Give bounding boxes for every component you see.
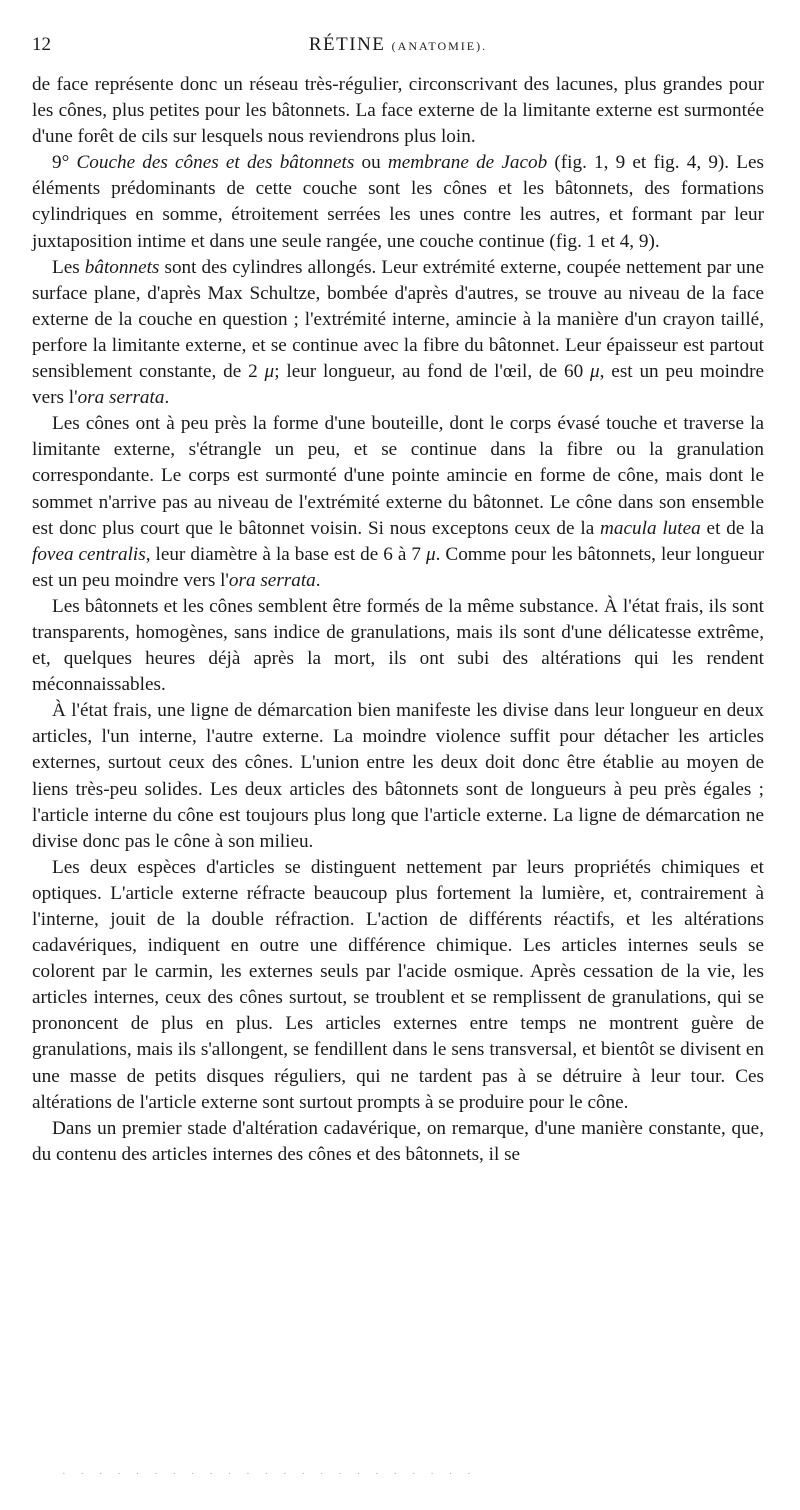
text-run: , leur diamètre à la base est de 6 à 7 — [145, 543, 426, 565]
text-run: Les bâtonnets et les cônes semblent être formés de la même substance. À l'état frais, ils sont transparents, homogènes, sans indice de granulations, mais ils sont d'une délicatesse extrême, et, quelques heures déjà après la mort, ils ont subi des altérations qui les rendent méconnaissables. — [32, 595, 764, 696]
paragraph — [32, 411, 764, 594]
italic-run: membrane de Jacob — [387, 152, 548, 174]
text-run: ou — [354, 152, 388, 174]
running-title-main: RÉTINE — [308, 34, 386, 55]
running-head — [32, 30, 764, 60]
text-run: Les deux espèces d'articles se distinguent nettement par leurs propriétés chimiques et optiques. L'article externe réfracte beaucoup plus fortement la lumière, et, contrairement à l'interne, jouit de la double réfraction. L'action de différents réactifs, et les altérations cadavériques, indiquent en outre une différence chimique. Les articles internes seuls se colorent par le carmin, les externes seuls par l'acide osmique. Après cessation de la vie, les articles internes, ceux des cônes surtout, se troublent et se remplissent de granulations, qui se prononcent de plus en plus. Les articles externes entre temps ne montrent guère de granulations, mais ils s'allongent, se fendillent dans le sens transversal, et bientôt se divisent en une masse de petits disques réguliers, qui ne tardent pas à se détruire à leur tour. Ces altérations de l'article externe sont surtout prompts à se produire pour le cône. — [32, 856, 764, 1113]
text-run: . Comme pour les bâtonnets, leur longueur est un peu moindre vers l' — [32, 543, 764, 591]
text-run: . — [315, 569, 321, 591]
italic-run: bâtonnets — [84, 256, 160, 278]
italic-run: μ — [590, 361, 600, 383]
footer-marks: · · · · · · · · · · · · · · · · · · · · · · · — [62, 1468, 477, 1480]
text-run: sont des cylindres allongés. Leur extrémité externe, coupée nettement par une surface plane, d'après Max Schultze, bombée d'après d'autres, se trouve au niveau de la face externe de la couche en question ; l'extrémité interne, amincie à la manière d'un crayon taillé, perfore la limitante externe, et se continue avec la fibre du bâtonnet. Leur épaisseur est partout sensiblement constante, de 2 — [32, 256, 764, 383]
paragraph — [32, 150, 764, 254]
text-run: Dans un premier stade d'altération cadavérique, on remarque, d'une manière constante, que, du contenu des articles internes des cônes et des bâtonnets, il se — [32, 1117, 764, 1165]
text-run: et de la — [700, 517, 765, 539]
text-run: . — [164, 387, 170, 409]
document-page — [32, 30, 764, 1168]
paragraph — [32, 698, 764, 855]
running-title-sub: (ANATOMIE). — [391, 39, 488, 53]
text-run: À l'état frais, une ligne de démarcation bien manifeste les divise dans leur longueur en deux articles, l'un interne, l'autre externe. La moindre violence suffit pour détacher les articles externes, surtout ceux des cônes. L'union entre les deux doit donc être établie au moyen de liens très-peu solides. Les deux articles des bâtonnets sont de longueurs à peu près égales ; l'article interne du cône est toujours plus long que l'article externe. La ligne de démarcation ne divise donc pas le cône à son milieu. — [32, 700, 764, 852]
text-run: (fig. 1, 9 et fig. 4, 9). Les éléments prédominants de cette couche sont les cônes et les bâtonnets, des formations cylindriques en somme, étroitement serrées les unes contre les autres, et formant par leur juxtaposition intime et dans une seule rangée, une couche continue (fig. 1 et 4, 9). — [32, 152, 764, 252]
italic-run: fovea centralis — [32, 543, 146, 565]
paragraph — [32, 594, 764, 698]
text-run: 9° — [52, 152, 77, 174]
paragraph — [32, 1116, 764, 1168]
running-title — [32, 30, 764, 61]
text-run: , est un peu moindre vers l' — [32, 361, 764, 409]
text-run: ; leur longueur, au fond de l'œil, de 60 — [274, 361, 591, 383]
text-run: de face représente donc un réseau très-régulier, circonscrivant des lacunes, plus grandes pour les cônes, plus petites pour les bâtonnets. La face externe de la limitante externe est surmontée d'une forêt de cils sur lesquels nous reviendrons plus loin. — [32, 74, 764, 148]
text-run: Les cônes ont à peu près la forme d'une bouteille, dont le corps évasé touche et traverse la limitante externe, s'étrangle un peu, et se continue dans la fibre ou la granulation correspondante. Le corps est surmonté d'une pointe amincie en forme de cône, mais dont le sommet n'arrive pas au niveau de l'extrémité externe du bâtonnet. Le cône dans son ensemble est donc plus court que le bâtonnet voisin. Si nous exceptons ceux de la — [32, 413, 764, 539]
italic-run: macula lutea — [600, 517, 701, 539]
paragraph — [32, 855, 764, 1116]
italic-run: ora serrata — [77, 387, 165, 409]
paragraph — [32, 72, 764, 150]
italic-run: μ — [264, 361, 275, 383]
italic-run: μ — [425, 543, 436, 565]
text-run: Les — [52, 256, 85, 278]
page-number: 12 — [32, 34, 51, 55]
body-text — [32, 72, 764, 1168]
italic-run: Couche des cônes et des bâtonnets — [76, 152, 355, 174]
italic-run: ora serrata — [228, 569, 316, 591]
paragraph — [32, 255, 764, 412]
